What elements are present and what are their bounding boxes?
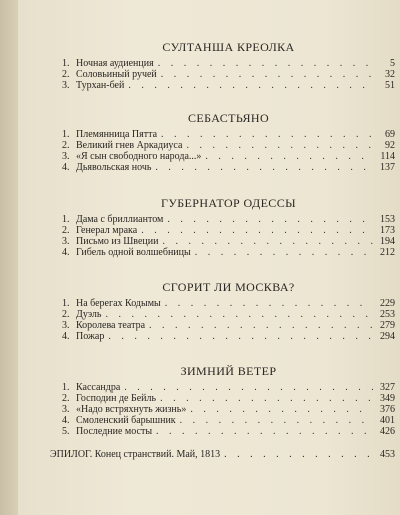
leader-dots (162, 236, 373, 247)
leader-dots (149, 320, 373, 331)
epilog-entry (50, 449, 395, 461)
page-number: 32 (385, 69, 395, 80)
chapter-entry (62, 69, 395, 80)
chapter-title: Турхан-бей (76, 80, 125, 91)
page-number: 401 (380, 415, 395, 426)
leader-dots (180, 415, 373, 426)
chapter-title: Пожар (76, 331, 105, 342)
page-number: 153 (380, 214, 395, 225)
chapter-entry (62, 309, 395, 320)
chapter-number: 2. (62, 69, 70, 80)
section-title: ГУБЕРНАТОР ОДЕССЫ (161, 196, 296, 210)
chapter-entry (62, 140, 395, 151)
section-title: СГОРИТ ЛИ МОСКВА? (162, 280, 295, 294)
chapter-number: 2. (62, 225, 70, 236)
page-number: 194 (380, 236, 395, 247)
chapter-entry (62, 382, 395, 393)
chapter-title: Королева театра (76, 320, 146, 331)
leader-dots (190, 404, 373, 415)
chapter-title: Гибель одной волшебницы (76, 247, 191, 258)
page-number: 453 (380, 449, 395, 460)
chapter-entry (62, 393, 395, 404)
chapter-entry (62, 415, 395, 426)
chapter-title: Письмо из Швеции (76, 236, 159, 247)
page-number: 253 (380, 309, 395, 320)
chapter-title: Ночная аудиенция (76, 58, 154, 69)
chapter-number: 1. (62, 129, 70, 140)
leader-dots (195, 247, 373, 258)
chapter-title: Дама с бриллиантом (76, 214, 164, 225)
chapter-title: Великий гнев Аркадиуса (76, 140, 183, 151)
page-number: 173 (380, 225, 395, 236)
chapter-number: 3. (62, 320, 70, 331)
page-number: 376 (380, 404, 395, 415)
book-page (18, 0, 400, 515)
chapter-title: Смоленский барышник (76, 415, 176, 426)
chapter-title: Кассандра (76, 382, 121, 393)
leader-dots (165, 298, 373, 309)
leader-dots (156, 426, 373, 437)
page-number: 294 (380, 331, 395, 342)
chapter-entry (62, 404, 395, 415)
chapter-list (62, 298, 395, 342)
toc-section (62, 276, 395, 342)
chapter-title: Господин де Бейль (76, 393, 157, 404)
leader-dots (105, 309, 373, 320)
chapter-title: Последние мосты (76, 426, 153, 437)
chapter-number: 2. (62, 309, 70, 320)
chapter-entry (62, 129, 395, 140)
chapter-title: Племянница Пятта (76, 129, 158, 140)
chapter-title: Генерал мрака (76, 225, 138, 236)
section-title: ЗИМНИЙ ВЕТЕР (180, 364, 277, 378)
leader-dots (161, 129, 373, 140)
section-title: СУЛТАНША КРЕОЛКА (162, 40, 295, 54)
page-number: 229 (380, 298, 395, 309)
chapter-number: 2. (62, 140, 70, 151)
leader-dots (186, 140, 373, 151)
epilog-title: ЭПИЛОГ. Конец странствий. Май, 1813 (50, 449, 221, 460)
table-of-contents (50, 36, 395, 461)
page-number: 349 (380, 393, 395, 404)
chapter-number: 1. (62, 382, 70, 393)
chapter-number: 5. (62, 426, 70, 437)
toc-section (62, 192, 395, 258)
chapter-number: 3. (62, 151, 70, 162)
chapter-number: 3. (62, 236, 70, 247)
chapter-entry (62, 214, 395, 225)
chapter-entry (62, 320, 395, 331)
page-number: 279 (380, 320, 395, 331)
page-edge-shadow (0, 0, 18, 515)
chapter-list (62, 382, 395, 437)
chapter-entry (62, 247, 395, 258)
leader-dots (160, 393, 373, 404)
leader-dots (224, 449, 376, 461)
leader-dots (205, 151, 373, 162)
chapter-title: Соловьиный ручей (76, 69, 157, 80)
toc-section (62, 360, 395, 437)
leader-dots (128, 80, 373, 91)
chapter-entry (62, 58, 395, 69)
chapter-number: 4. (62, 247, 70, 258)
chapter-entry (62, 426, 395, 437)
chapter-number: 4. (62, 331, 70, 342)
chapter-number: 4. (62, 162, 70, 173)
page-number: 212 (380, 247, 395, 258)
chapter-list (62, 129, 395, 173)
chapter-entry (62, 80, 395, 91)
leader-dots (161, 69, 373, 80)
chapter-entry (62, 331, 395, 342)
leader-dots (124, 382, 373, 393)
chapter-number: 3. (62, 404, 70, 415)
chapter-title: Дьявольская ночь (76, 162, 152, 173)
page-number: 137 (380, 162, 395, 173)
chapter-number: 4. (62, 415, 70, 426)
chapter-title: На берегах Кодымы (76, 298, 161, 309)
chapter-number: 1. (62, 58, 70, 69)
page-number: 426 (380, 426, 395, 437)
chapter-entry (62, 298, 395, 309)
chapter-entry (62, 151, 395, 162)
chapter-number: 1. (62, 214, 70, 225)
page-number: 5 (390, 58, 395, 69)
page-number: 114 (380, 151, 395, 162)
chapter-title: «Надо встряхнуть жизнь» (76, 404, 187, 415)
toc-section (62, 36, 395, 91)
chapter-entry (62, 225, 395, 236)
chapter-list (62, 214, 395, 258)
leader-dots (108, 331, 373, 342)
page-number: 92 (385, 140, 395, 151)
chapter-entry (62, 236, 395, 247)
page-number: 327 (380, 382, 395, 393)
chapter-entry (62, 162, 395, 173)
chapter-list (62, 58, 395, 91)
page-number: 69 (385, 129, 395, 140)
section-title: СЕБАСТЬЯНО (187, 111, 270, 125)
chapter-number: 1. (62, 298, 70, 309)
leader-dots (141, 225, 373, 236)
page-number: 51 (385, 80, 395, 91)
chapter-title: Дуэль (76, 309, 102, 320)
chapter-title: «Я сын свободного народа...» (76, 151, 202, 162)
toc-section (62, 107, 395, 173)
chapter-number: 3. (62, 80, 70, 91)
leader-dots (167, 214, 373, 225)
leader-dots (155, 162, 373, 173)
chapter-number: 2. (62, 393, 70, 404)
leader-dots (158, 58, 373, 69)
